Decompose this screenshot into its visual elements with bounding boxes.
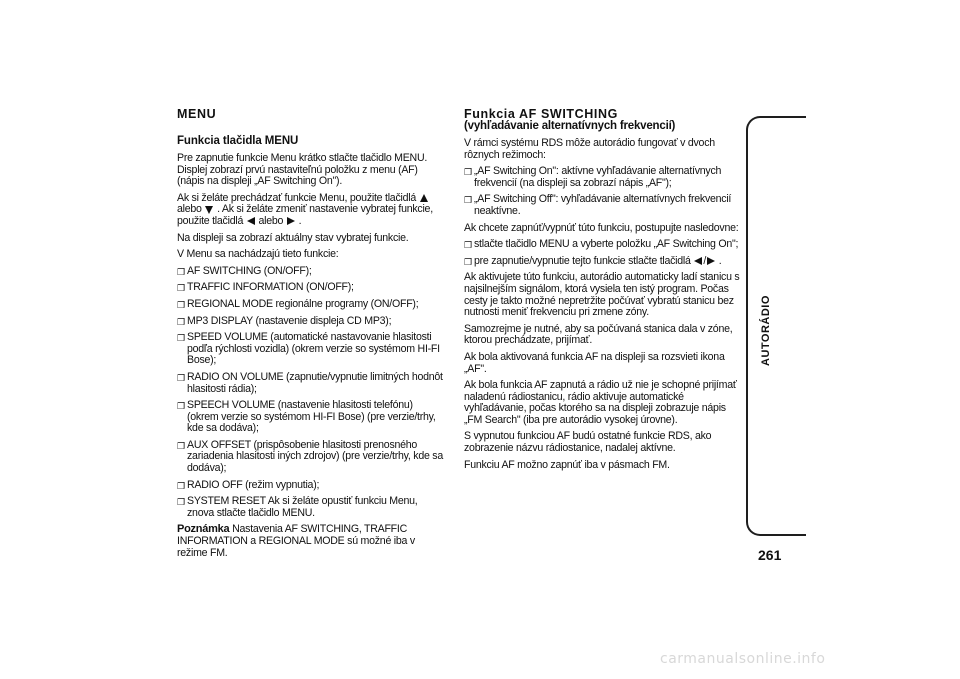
arrow-left-icon [694,257,702,265]
paragraph: V Menu sa nachádzajú tieto funkcie: [177,248,339,261]
arrow-down-icon [205,206,213,214]
list-item [464,256,744,268]
list-item [177,440,445,475]
note [177,524,445,559]
list-item [177,266,445,278]
text: Ak si želáte prechádzať funkcie Menu, použite tlačidlá [177,191,416,204]
checkbox-icon: ❒ [177,266,185,277]
note-label: Poznámka [177,523,230,536]
list-item [464,194,744,217]
list-item-text: AF SWITCHING (ON/OFF); [187,264,312,277]
list-item [464,239,744,251]
list-item [177,282,445,294]
checkbox-icon: ❒ [464,256,472,267]
checkbox-icon: ❒ [177,401,185,412]
checkbox-icon: ❒ [177,440,185,451]
note-text: Nastavenia AF SWITCHING, TRAFFIC INFORMATION a REGIONAL MODE sú možné iba v režime FM. [177,523,415,559]
list-item-text: RADIO OFF (režim vypnutia); [187,478,320,491]
arrow-right-icon [707,257,715,265]
list-item [177,480,445,492]
list-item [177,372,445,395]
page-number: 261 [758,547,782,563]
checkbox-icon: ❒ [464,167,472,178]
checkbox-icon: ❒ [177,480,185,491]
list-item-text: „AF Switching On": aktívne vyhľadávanie alternatívnych frekvencií (na displeji sa zobrazí nápis „AF"); [474,165,722,189]
list-item-text: SPEECH VOLUME (nastavenie hlasitosti telefónu) (okrem verzie so systémom HI-FI Bose) (pre verzie/trhy, kde sa dodáva); [187,399,436,435]
list-item-text: RADIO ON VOLUME (zapnutie/vypnutie limitných hodnôt hlasitosti rádia); [187,370,443,395]
paragraph: Funkciu AF možno zapnúť iba v pásmach FM. [464,458,670,471]
list-item-text: REGIONAL MODE regionálne programy (ON/OFF); [187,297,419,310]
list-item [464,166,744,189]
arrow-left-icon [247,217,255,225]
text: / [703,254,707,267]
list-item [177,299,445,311]
checkbox-icon: ❒ [177,299,185,310]
list-item [177,496,445,519]
checkbox-icon: ❒ [177,316,185,327]
list-item-text: pre zapnutie/vypnutie tejto funkcie stlačte tlačidlá [474,254,691,267]
list-item [177,316,445,328]
list-item-text: stlačte tlačidlo MENU a vyberte položku „AF Switching On"; [474,238,739,251]
list-item-text: SYSTEM RESET Ak si želáte opustiť funkciu Menu, znova stlačte tlačidlo MENU. [187,495,418,519]
list-item [177,400,445,435]
text: alebo [177,203,202,216]
section-title-menu: MENU [177,107,217,121]
list-item-text: AUX OFFSET (prispôsobenie hlasitosti prenosného zariadenia hlasitosti iných zdrojov) (pre verzie/trhy, kde sa dodáva); [187,438,443,475]
subtitle-menu-function: Funkcia tlačidla MENU [177,135,299,147]
watermark: carmanualsonline.info [660,651,826,667]
list-item [177,332,445,367]
checkbox-icon: ❒ [464,195,472,206]
paragraph: Ak bola aktivovaná funkcia AF na displeji sa rozsvieti ikona „AF". [464,350,725,375]
list-item-text: TRAFFIC INFORMATION (ON/OFF); [187,281,354,294]
section-subtitle: (vyhľadávanie alternatívnych frekvencií) [464,120,676,132]
list-item-text: SPEED VOLUME (automatické nastavovanie hlasitosti podľa rýchlosti vozidla) (okrem verzie so systémom HI-FI Bose); [187,331,440,367]
text: alebo [258,214,284,227]
section-title-af-switching: Funkcia AF SWITCHING [464,107,618,121]
chapter-tab-label: AUTORÁDIO [760,295,772,366]
paragraph: V rámci systému RDS môže autorádio fungovať v dvoch rôznych režimoch: [464,137,715,161]
checkbox-icon: ❒ [177,283,185,294]
paragraph: Ak chcete zapnúť/vypnúť túto funkciu, postupujte nasledovne: [464,221,739,234]
checkbox-icon: ❒ [177,497,185,508]
right-column [464,108,744,476]
arrow-up-icon [420,194,428,202]
paragraph: S vypnutou funkciou AF budú ostatné funkcie RDS, ako zobrazenie názvu rádiostanice, nadalej aktívne. [464,430,712,455]
left-column [177,108,445,564]
chapter-tab [746,116,806,536]
paragraph: Ak aktivujete túto funkciu, autorádio automaticky ladí stanicu s najsilnejším signálom, ktorá vysiela ten istý program. Počas cesty je takto možné nepretržite počúvať vybratú stanicu bez nutnosti meniť frekvenciu pri zmene zóny. [464,271,740,319]
paragraph: Samozrejme je nutné, aby sa počúvaná stanica dala v zóne, ktorou prechádzate, prijímať. [464,322,733,347]
paragraph-navigation [177,193,445,228]
paragraph: Na displeji sa zobrazí aktuálny stav vybratej funkcie. [177,231,409,244]
arrow-right-icon [287,217,295,225]
checkbox-icon: ❒ [177,333,185,344]
list-item-text: „AF Switching Off": vyhľadávanie alternatívnych frekvencií neaktívne. [474,193,732,217]
paragraph: Pre zapnutie funkcie Menu krátko stlačte tlačidlo MENU. Displej zobrazí prvú nastaviteľnú položku z menu (AF) (nápis na displeji „AF Switching On"). [177,152,428,188]
paragraph: Ak bola funkcia AF zapnutá a rádio už nie je schopné prijímať naladenú rádiostanicu, rádio aktivuje automatické vyhľadávanie, počas ktorého sa na displeji zobrazuje nápis „FM Search" (iba pre autorádio vysokej úrovne). [464,379,737,426]
text: . [718,254,722,267]
text: . [298,214,302,227]
text: . Ak si želáte zmeniť nastavenie vybratej funkcie, použite tlačidlá [177,203,433,227]
checkbox-icon: ❒ [177,372,185,383]
list-item-text: MP3 DISPLAY (nastavenie displeja CD MP3); [187,314,392,327]
checkbox-icon: ❒ [464,240,472,251]
